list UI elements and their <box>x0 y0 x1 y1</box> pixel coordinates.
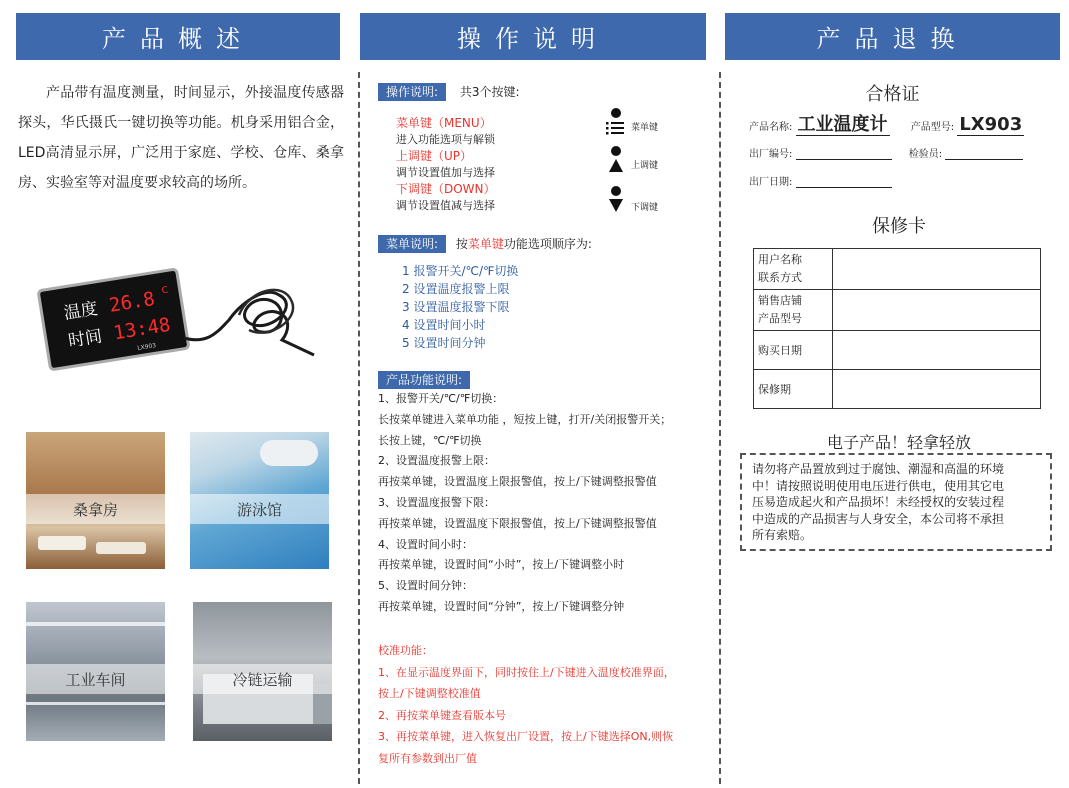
function-line: 长按菜单键进入菜单功能 ，短按上键，打开/关闭报警开关； <box>378 412 672 426</box>
function-line: 3、设置温度报警下限： <box>378 495 495 509</box>
notice-line: 压易造成起火和产品损坏！未经授权的安装过程 <box>752 495 1005 509</box>
scene-caption-coldchain: 冷链运输 <box>193 664 332 694</box>
warranty-value-cell[interactable] <box>833 370 1041 409</box>
scene-caption-workshop: 工业车间 <box>26 664 165 694</box>
menu-desc-pre: 按 <box>455 237 468 251</box>
header-overview <box>16 13 340 60</box>
device-label-temp: 温度 <box>62 298 100 324</box>
function-list <box>378 389 714 618</box>
notice-line: 中！请按照说明使用电压进行供电，使用其它电 <box>752 478 1005 493</box>
warranty-table <box>753 248 1041 409</box>
function-line: 再按菜单键，设置温度下限报警值，按上/下键调整报警值 <box>378 516 657 530</box>
notice-line: 请勿将产品置放到过于腐蚀、潮湿和高温的环境 <box>752 462 1005 476</box>
down-icon-label: 下调键 <box>631 203 659 213</box>
serial-field <box>796 147 892 160</box>
menu-item: 5 设置时间分钟 <box>402 336 486 350</box>
menu-item: 2 设置温度报警上限 <box>402 282 510 296</box>
product-model-value: LX903 <box>959 114 1023 135</box>
warranty-label-cell <box>754 370 833 409</box>
header-operation <box>360 13 706 60</box>
scene-caption-sauna: 桑拿房 <box>26 494 165 524</box>
product-name-value: 工业温度计 <box>797 114 888 135</box>
warranty-label-cell <box>754 290 833 331</box>
key-down-desc: 调节设置值减与选择 <box>396 198 495 212</box>
down-triangle-icon <box>604 184 628 216</box>
function-line: 4、设置时间小时： <box>378 537 473 551</box>
warranty-row <box>754 290 1041 331</box>
warranty-label: 用户名称 <box>758 253 802 266</box>
function-line: 再按菜单键，设置时间“分钟”，按上/下键调整分钟 <box>378 599 625 613</box>
notice-title: 电子产品！轻拿轻放 <box>826 433 971 452</box>
calibration-section <box>378 640 714 769</box>
warranty-row <box>754 370 1041 409</box>
certificate-serial-row <box>749 145 1023 160</box>
function-line: 5、设置时间分钟： <box>378 579 473 593</box>
device-temp-value: 26.8 <box>107 287 157 317</box>
operation-tag: 操作说明: <box>378 83 446 101</box>
warranty-row <box>754 331 1041 370</box>
key-list <box>396 115 616 214</box>
scene-photo-sauna <box>26 432 165 569</box>
header-exchange <box>725 13 1060 60</box>
inspector-label: 检验员: <box>908 149 943 160</box>
warranty-label: 销售店铺 <box>758 294 802 307</box>
calibration-line: 3、再按菜单键，进入恢复出厂设置，按上/下键选择ON,则恢 <box>378 730 674 743</box>
overview-paragraph: 产品带有温度测量，时间显示，外接温度传感器探头，华氏摄氏一键切换等功能。机身采用铝合金，LED高清显示屏，广泛用于家庭、学校、仓库、桑拿房、实验室等对温度要求较高的场所。 <box>18 85 344 191</box>
device-temp-unit: C <box>160 285 169 297</box>
scene-photo-pool <box>190 432 329 569</box>
function-line: 2、设置温度报警上限： <box>378 454 495 468</box>
device-brand: LX903 <box>136 342 157 352</box>
key-down-name: 下调键（DOWN） <box>396 182 496 196</box>
menu-tag: 菜单说明: <box>378 235 446 253</box>
menu-item-list <box>402 262 518 352</box>
warranty-title: 保修卡 <box>872 216 926 237</box>
key-menu-desc: 进入功能选项与解锁 <box>396 132 495 146</box>
operation-section-keys <box>378 83 520 101</box>
certificate-date-row <box>749 173 892 188</box>
key-icons <box>604 106 684 216</box>
warranty-label: 产品型号 <box>758 312 802 325</box>
serial-label: 出厂编号: <box>749 149 793 160</box>
certificate-name-row <box>749 110 1024 136</box>
warranty-label-cell <box>754 249 833 290</box>
function-tag: 产品功能说明: <box>378 371 470 389</box>
inspector-field <box>945 147 1023 160</box>
key-menu-name: 菜单键（MENU） <box>396 116 492 130</box>
header-operation-text: 操作说明 <box>457 25 609 53</box>
calibration-line: 复所有参数到出厂值 <box>378 751 477 765</box>
warranty-value-cell[interactable] <box>833 331 1041 370</box>
calibration-line: 1、在显示温度界面下，同时按住上/下键进入温度校准界面， <box>378 665 675 679</box>
factory-date-field <box>796 175 892 188</box>
column-divider-right <box>719 72 721 784</box>
scene-photo-workshop <box>26 602 165 741</box>
up-triangle-icon <box>604 144 628 176</box>
function-line: 再按菜单键，设置时间“小时”，按上/下键调整小时 <box>378 558 625 572</box>
menu-desc-key: 菜单键 <box>467 237 504 251</box>
calibration-title: 校准功能： <box>378 644 433 657</box>
function-section <box>378 369 470 389</box>
factory-date-label: 出厂日期: <box>749 177 793 188</box>
menu-item: 4 设置时间小时 <box>402 318 486 332</box>
product-name-label: 产品名称: <box>749 122 793 133</box>
calibration-line: 按上/下键调整校准值 <box>378 687 481 700</box>
menu-desc-post: 功能选项顺序为: <box>503 237 592 251</box>
device-label-time: 时间 <box>66 326 104 352</box>
function-line: 1、报警开关/℃/℉切换： <box>378 392 504 405</box>
menu-icon-label: 菜单键 <box>631 123 659 133</box>
header-exchange-text: 产品退换 <box>816 25 969 53</box>
header-overview-text: 产品概述 <box>102 25 254 53</box>
operation-keys-count: 共3个按键: <box>459 85 520 99</box>
menu-item: 3 设置温度报警下限 <box>402 300 510 314</box>
warranty-value-cell[interactable] <box>833 290 1041 331</box>
warranty-row <box>754 249 1041 290</box>
warranty-label-cell <box>754 331 833 370</box>
scene-caption-pool: 游泳馆 <box>190 494 329 524</box>
product-model-label: 产品型号: <box>910 122 955 133</box>
menu-item: 1 报警开关/℃/℉切换 <box>402 264 519 278</box>
column-divider-left <box>358 72 360 784</box>
menu-icon <box>604 106 628 138</box>
notice-box <box>740 453 1052 551</box>
certificate-title: 合格证 <box>865 84 920 105</box>
key-up-name: 上调键（UP） <box>396 149 473 163</box>
device-illustration <box>34 260 334 375</box>
menu-section <box>378 235 592 253</box>
key-up-desc: 调节设置值加与选择 <box>396 165 495 179</box>
warranty-value-cell[interactable] <box>833 249 1041 290</box>
notice-line: 所有索赔。 <box>752 528 813 542</box>
function-line: 再按菜单键，设置温度上限报警值，按上/下键调整报警值 <box>378 475 657 489</box>
function-line: 长按上键，℃/℉切换 <box>378 433 482 447</box>
device-time-value: 13:48 <box>112 313 172 345</box>
warranty-label: 联系方式 <box>758 271 802 284</box>
warranty-label: 保修期 <box>758 383 791 396</box>
warranty-label: 购买日期 <box>758 344 802 357</box>
up-icon-label: 上调键 <box>631 161 659 171</box>
notice-line: 中造成的产品损害与人身安全，本公司将不承担 <box>752 511 1005 526</box>
scene-photo-coldchain <box>193 602 332 741</box>
calibration-line: 2、再按菜单键查看版本号 <box>378 708 506 722</box>
